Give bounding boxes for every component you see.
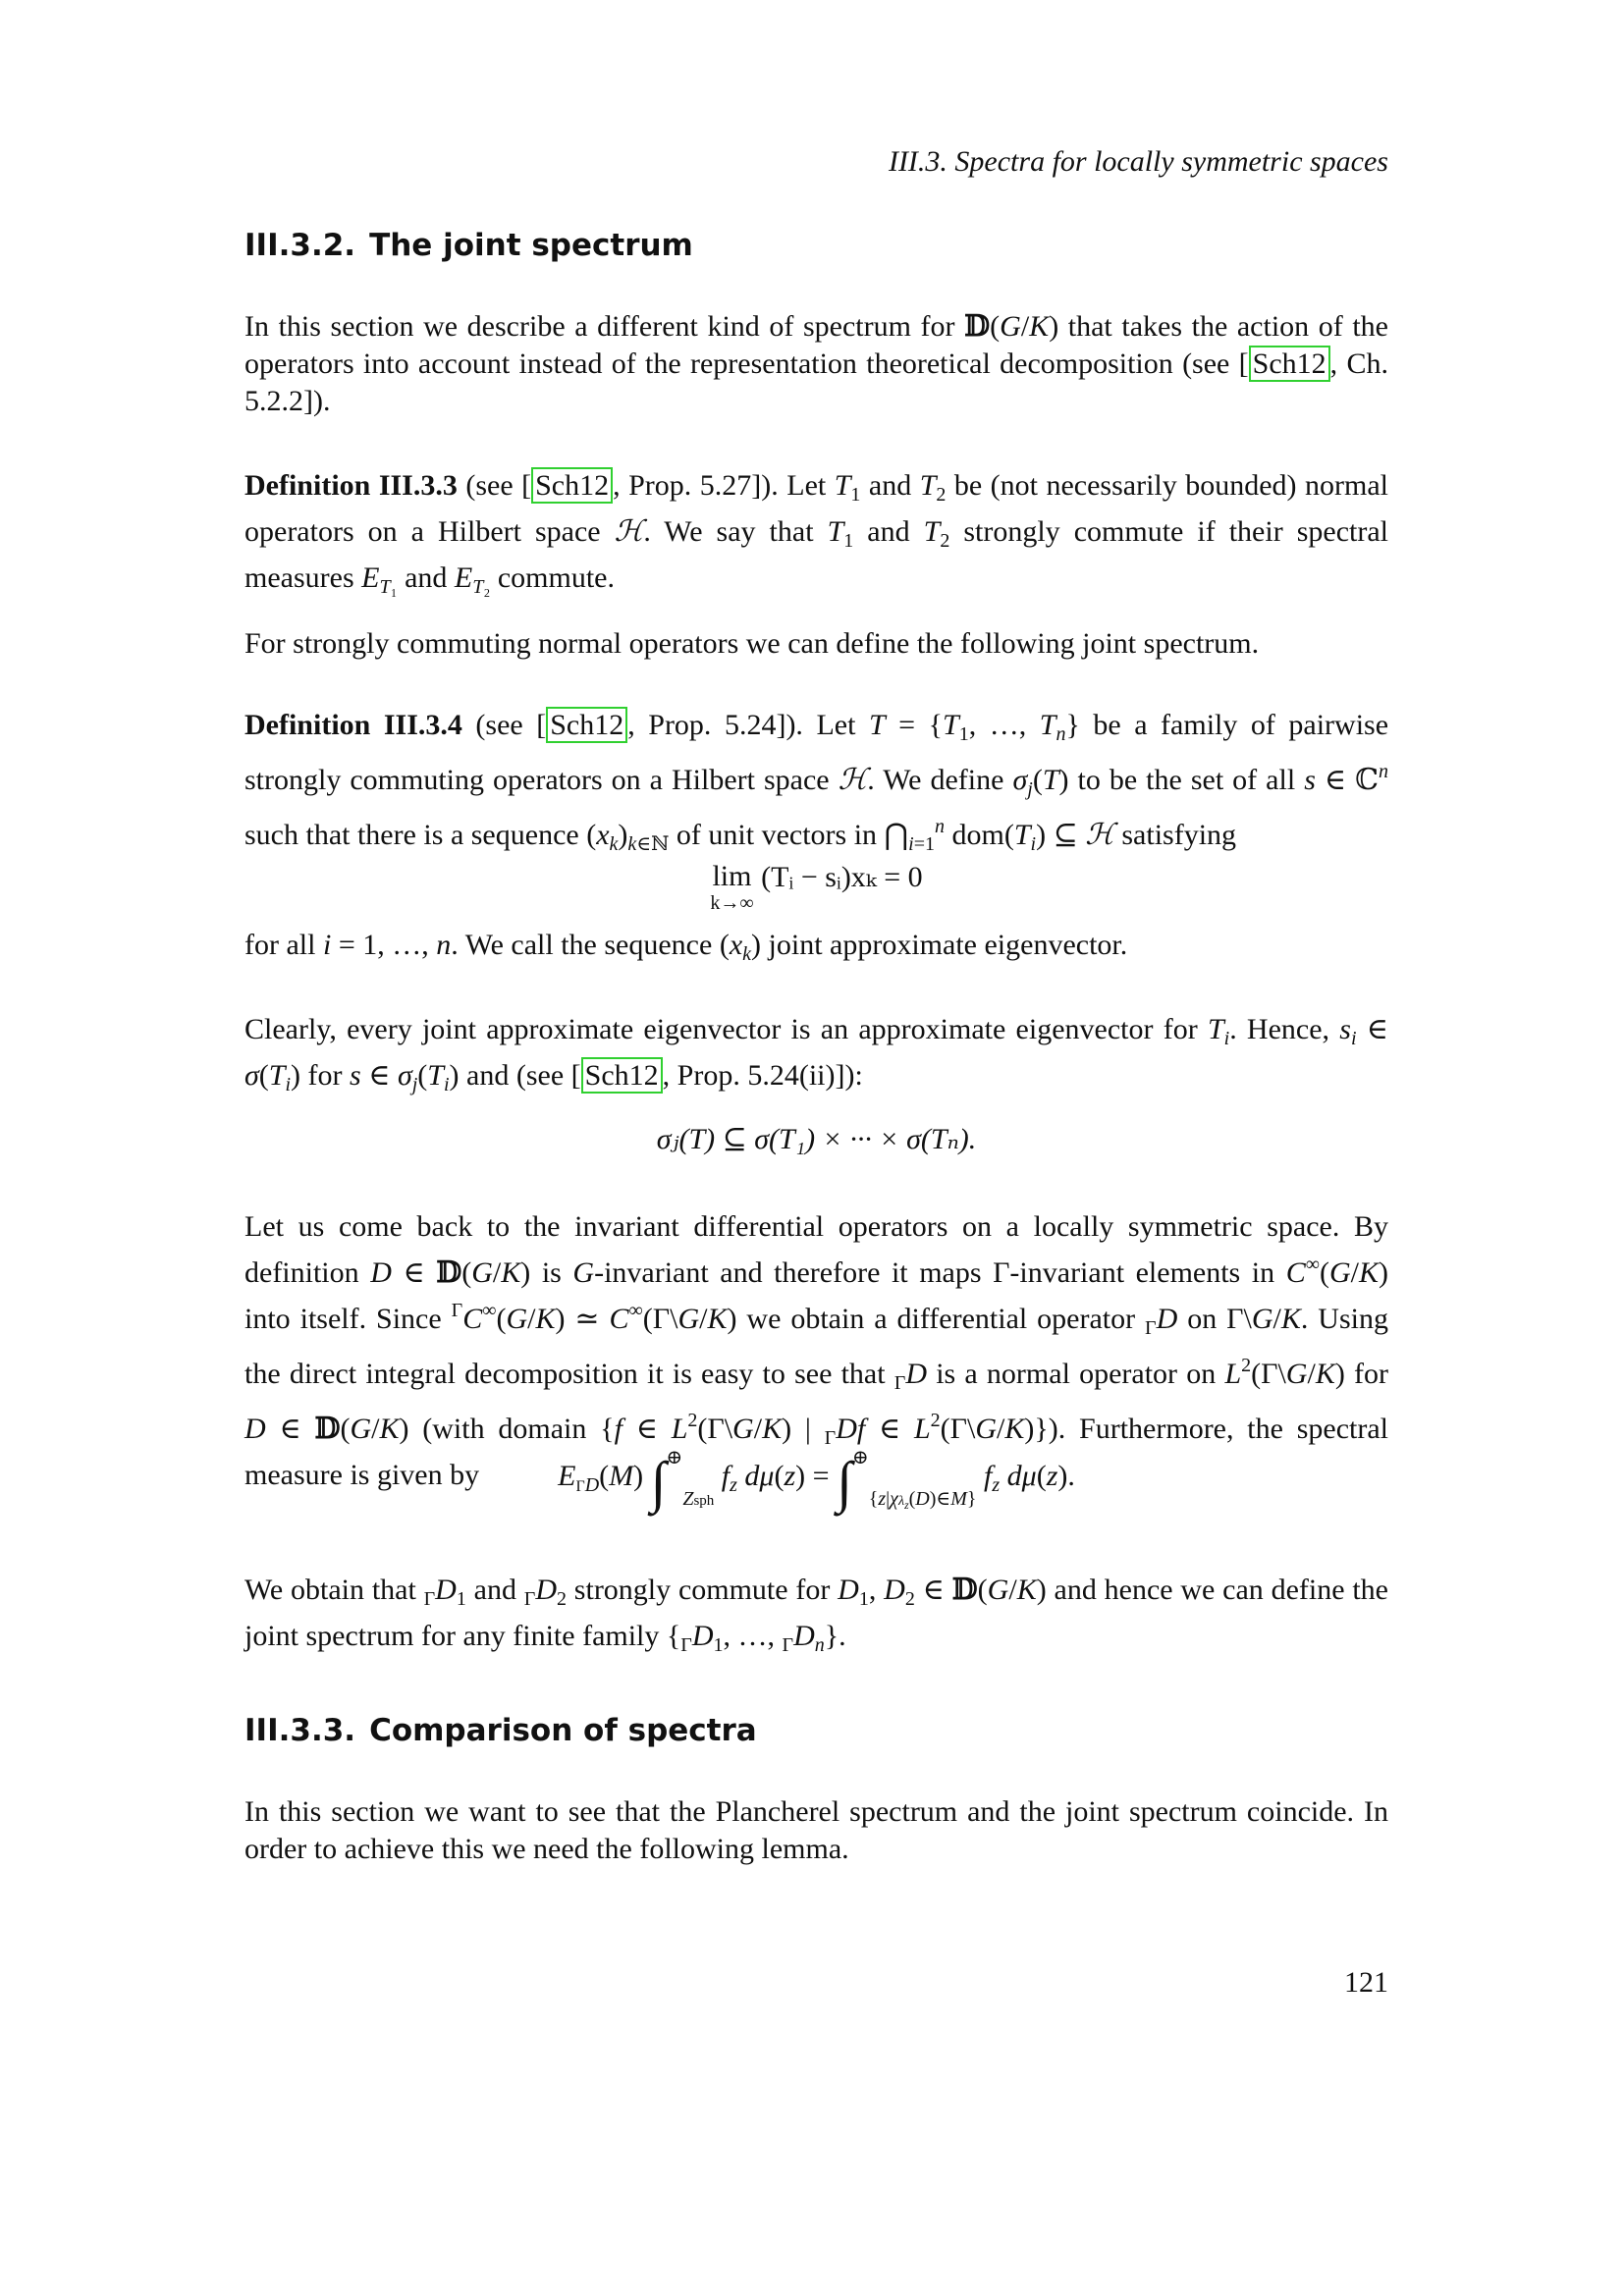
- citation-link[interactable]: Sch12: [546, 707, 627, 743]
- text-run: , Prop. 5.24(ii)]):: [662, 1059, 863, 1092]
- text-run: , Ch. 5.2.2]).: [244, 347, 1388, 417]
- section-title: Comparison of spectra: [369, 1713, 757, 1748]
- text-run: (with domain: [408, 1413, 601, 1445]
- text-run: . Using the direct integral decomposition it is easy to see that: [244, 1303, 1388, 1390]
- section-number: III.3.2.: [244, 228, 356, 263]
- text-run: .: [839, 1620, 846, 1652]
- text-run: for: [1344, 1358, 1389, 1390]
- text-run: into itself. Since: [244, 1303, 452, 1335]
- text-run: . Hence,: [1229, 1013, 1340, 1045]
- text-run: for all: [244, 929, 323, 961]
- text-run: strongly commute for: [567, 1574, 839, 1606]
- clearly-paragraph: Clearly, every joint approximate eigenvector is an approximate eigenvector for $T_i$. Hence, $s_i$ ∈ $\sigma(T_i)$ for s ∈ $\sigma_j(T_i)$ and (see [ Sch12 , Prop. 5.24(ii)]):: [244, 1013, 1388, 1095]
- text-run: -invariant and therefore it maps Γ-invariant elements in: [594, 1256, 1286, 1289]
- text-run: and hence we can define the joint spectrum for any finite family: [244, 1574, 1389, 1652]
- text-run: to be the set of all: [1068, 764, 1305, 796]
- text-run: is: [530, 1256, 573, 1289]
- section-heading-comparison: [244, 1713, 757, 1748]
- text-run: and: [853, 515, 924, 548]
- text-run: for: [300, 1059, 351, 1092]
- page-number: 121: [1344, 1966, 1388, 1999]
- citation-link[interactable]: Sch12: [581, 1057, 663, 1094]
- text-run: , Prop. 5.24]).: [627, 709, 803, 741]
- text-run: is a normal operator on: [927, 1358, 1225, 1390]
- definition-3-4: Definition III.3.4 (see [ Sch12 , Prop. 5.24]). Let $T = \{T_1$, …, $T_n$} be a family of pairwise strongly commuting operators on a Hilbert space ℋ. We define $\sigma_j(T)$ to be the set of all s ∈ ℂ$^n$ such that there is a sequence $(x_k)_{k\in ℕ}$ of unit vectors in $⋂_{i=1}^n$ $dom(T_i)$ ⊆ ℋ satisfying: [244, 709, 1389, 855]
- text-run: . We call the sequence: [451, 929, 720, 961]
- text-run: In this section we describe a different kind of spectrum for: [244, 310, 965, 343]
- text-run: on: [1177, 1303, 1227, 1335]
- section-heading-joint-spectrum: [244, 228, 693, 263]
- text-run: Let: [802, 709, 869, 741]
- spectrum-inclusion-equation: σⱼ(T) ⊆ σ(T₁) × ··· × σ(Tₙ).: [656, 1123, 977, 1155]
- comparison-paragraph: In this section we want to see that the Plancherel spectrum and the joint spectrum coincide. In order to achieve this we need the following lemma.: [244, 1795, 1388, 1865]
- section-title: The joint spectrum: [369, 228, 693, 263]
- invariant-operators-paragraph: Let us come back to the invariant differential operators on a locally symmetric space. By definition D ∈ 𝔻(G/K) is G-invariant and therefore it maps Γ-invariant elements in C∞(G/K) into itself. Since $^\Gamma$C∞(G/K) ≃ C∞(Γ\G/K) we obtain a differential operator $_\Gamma$D on Γ\G/K. Using the direct integral decomposition it is easy to see that $_\Gamma$D is a normal operator on $L^2(\Gamma\backslash G/K)$ for D ∈ 𝔻(G/K) (with domain {f ∈ $L^2(\Gamma\backslash G/K)$ | $_\Gamma$Df ∈ $L^2(\Gamma\backslash G/K)$}). Furthermore, the spectral measure is given by: [244, 1210, 1389, 1491]
- text-run: we obtain a differential operator: [736, 1303, 1146, 1335]
- strong-commute-paragraph: For strongly commuting normal operators we can define the following joint spectrum.: [244, 627, 1260, 660]
- text-run: commute.: [490, 561, 615, 594]
- definition-3-3: Definition III.3.3 (see [ Sch12 , Prop. 5.27]). Let $T_1$ and $T_2$ be (not necessarily bounded) normal operators on a Hilbert space ℋ. We say that $T_1$ and $T_2$ strongly commute if their spectral measures $E_{T_1}$ and $E_{T_2}$ commute.: [244, 469, 1389, 598]
- definition-label: Definition III.3.3: [244, 469, 458, 502]
- definition-label: Definition III.3.4: [244, 709, 462, 741]
- lim-operator: lim: [712, 860, 752, 892]
- text-run: and: [860, 469, 920, 502]
- definition-3-4-continuation: for all i = 1, …, n. We call the sequence $(x_k)$ joint approximate eigenvector.: [244, 929, 1128, 965]
- text-run: such that there is a sequence: [244, 819, 587, 851]
- text-run: . We say that: [643, 515, 828, 548]
- intro-paragraph: In this section we describe a different kind of spectrum for 𝔻(G/K) that takes the action of the operators into account instead of the representation theoretical decomposition (see [ Sch12 , Ch. 5.2.2]).: [244, 309, 1388, 417]
- text-run: (see [: [457, 469, 532, 502]
- text-run: be (not necessarily bounded) normal operators on a Hilbert space: [244, 469, 1389, 548]
- lim-subscript: k→∞: [710, 892, 754, 914]
- citation-link[interactable]: Sch12: [531, 467, 613, 504]
- text-run: that takes the action of the operators into account instead of the representation theoretical decomposition (see: [244, 310, 1388, 380]
- citation-link[interactable]: Sch12: [1249, 346, 1330, 382]
- text-run: and: [465, 1574, 524, 1606]
- text-run: be a family of pairwise strongly commuting operators on a Hilbert space: [244, 709, 1389, 796]
- text-run: , Prop. 5.27]).: [613, 469, 779, 502]
- limit-equation: [244, 860, 1388, 913]
- text-run: (see [: [461, 709, 547, 741]
- text-run: of unit vectors in: [669, 819, 885, 851]
- text-run: Clearly, every joint approximate eigenvector is an approximate eigenvector for: [244, 1013, 1208, 1045]
- text-run: strongly commute if their spectral measures: [244, 515, 1388, 594]
- text-run: and (see [: [459, 1059, 581, 1092]
- text-run: ). Furthermore, the spectral measure is given by: [244, 1413, 1388, 1491]
- text-run: Let: [778, 469, 835, 502]
- text-run: joint approximate eigenvector.: [761, 929, 1128, 961]
- text-run: satisfying: [1113, 819, 1237, 851]
- equation-body: (Tᵢ − sᵢ)xₖ = 0: [761, 861, 923, 893]
- section-number: III.3.3.: [244, 1713, 356, 1748]
- strongly-commute-conclusion: We obtain that $_\Gamma D_1$ and $_\Gamma D_2$ strongly commute for $D_1$, $D_2$ ∈ 𝔻(G/K) and hence we can define the joint spectrum for any finite family {$_\Gamma D_1$, …, $_\Gamma D_n$}.: [244, 1573, 1389, 1656]
- running-header: III.3. Spectra for locally symmetric spaces: [888, 145, 1388, 178]
- text-run: . We define: [867, 764, 1013, 796]
- text-run: Let us come back to the invariant differential operators on a locally symmetric space. By definition: [244, 1210, 1388, 1289]
- spectral-measure-equation: $E_{\Gamma D}(M)$ $\int^\oplus_{Zsph}$ $f_z$ $d\mu(z) = \int^\oplus_{\{z|\chi\lambda_z(D)\in M\}}$ $f_z$ dμ(z).: [558, 1447, 1075, 1514]
- text-run: We obtain that: [244, 1574, 424, 1606]
- text-run: and: [397, 561, 455, 594]
